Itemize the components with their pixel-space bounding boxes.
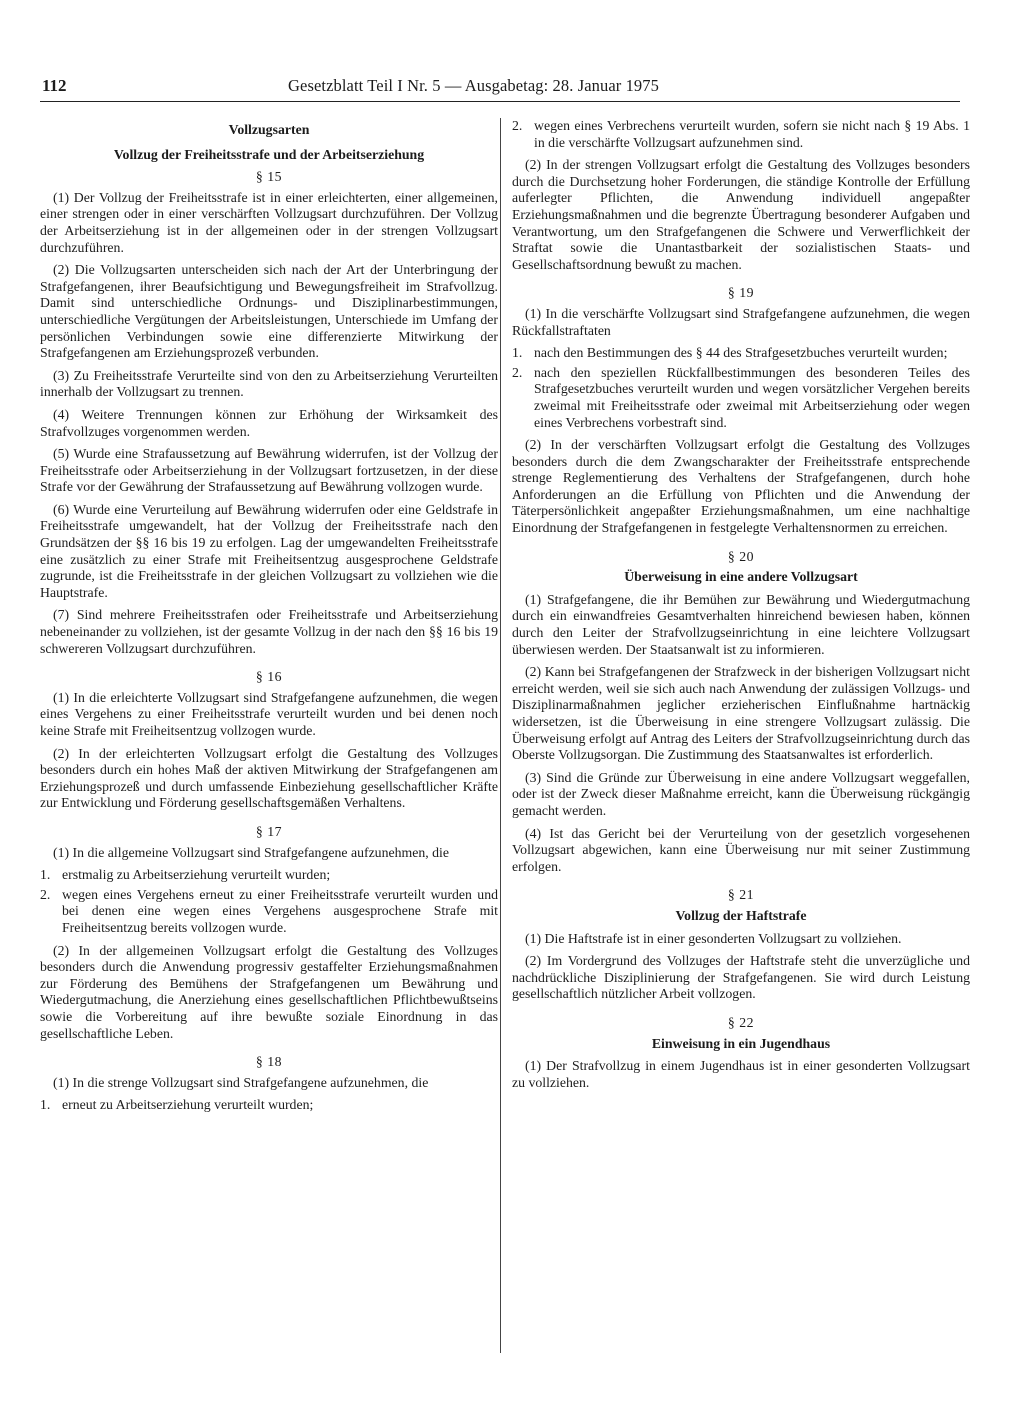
running-title: Gesetzblatt Teil I Nr. 5 — Ausgabetag: 28. Januar 1975 [288,76,659,95]
list-item [40,867,498,884]
s20-paragraph-2: (2) Kann bei Strafgefangenen der Strafzweck in der bisherigen Vollzugsart nicht erreicht werden, weil sie sich auch nach Anwendung der zulässigen Vollzugs- und Disziplinarmaßnahmen jeglicher erzieherischen Einflußnahme hartnäckig widersetzen, ist die Überweisung in eine strengere Vollzugsart zulässig. Die Überweisung erfolgt auf Antrag des Leiters der Strafvollzugseinrichtung durch das Oberste Vollzugsorgan. Die Zustimmung des Staatsanwaltes ist erforderlich. [512,664,970,763]
heading-jugendhaus: Einweisung in ein Jugendhaus [651,1035,831,1051]
s21-paragraph-2: (2) Im Vordergrund des Vollzuges der Haftstrafe steht die unverzügliche und nachdrückliche Disziplinierung der Strafgefangenen. Sie wird durch Leistung gesellschaftlich nützlicher Arbeit vollzogen. [512,953,970,1002]
list-item [512,365,970,431]
page-header [40,76,960,100]
s16-paragraph-2: (2) In der erleichterten Vollzugsart erfolgt die Gestaltung des Vollzuges besonders durch ein hohes Maß der aktiven Mitwirkung der Strafgefangenen am Erziehungsprozeß und durch umfassende Einbeziehung gesellschaftlicher Kräfte zur Entwicklung und Förderung gesellschaftsgemäßen Verhaltens. [40,745,498,811]
page-number: 112 [42,76,67,95]
column-divider [500,118,501,1353]
s22-paragraph-1: (1) Der Strafvollzug in einem Jugendhaus ist in einer gesonderten Vollzugsart zu vollziehen. [512,1058,970,1090]
section-15-title: § 15 [255,169,283,185]
s21-paragraph-1: (1) Die Haftstrafe ist in einer gesonderten Vollzugsart zu vollziehen. [525,930,902,946]
s15-paragraph-4: (4) Weitere Trennungen können zur Erhöhung der Wirksamkeit des Strafvollzuges vorgenommen werden. [40,406,498,439]
section-18-title: § 18 [255,1054,283,1070]
left-column [40,118,498,1358]
s19-list [512,345,970,431]
s17-paragraph-1: (1) In die allgemeine Vollzugsart sind Strafgefangene aufzunehmen, die [53,844,450,860]
s16-paragraph-1: (1) In die erleichterte Vollzugsart sind Strafgefangene aufzunehmen, die wegen eines Vergehens zu einer Freiheitsstrafe verurteilt wurden und bei denen noch keine Strafe mit Freiheitsentzug vollzogen wurde. [40,689,498,738]
s20-paragraph-4: (4) Ist das Gericht bei der Verurteilung von der gesetzlich vorgesehenen Vollzugsart abgewichen, kann eine Überweisung nur mit seiner Zustimmung erfolgen. [512,825,970,874]
heading-vollzug-freiheitsstrafe: Vollzug der Freiheitsstrafe und der Arbeitserziehung [113,146,425,162]
heading-haftstrafe: Vollzug der Haftstrafe [675,907,807,923]
heading-vollzugsarten: Vollzugsarten [228,122,310,137]
s20-paragraph-1: (1) Strafgefangene, die ihr Bemühen zur Bewährung und Wiedergutmachung durch ein einwandfreies Gesamtverhalten hinreichend bewiesen haben, können durch den Leiter der Strafvollzugseinrichtung in eine leichtere Vollzugsart überwiesen werden. Der Staatsanwalt ist zu informieren. [512,591,970,657]
s18-list-part2 [512,118,970,151]
s18-paragraph-2: (2) In der strengen Vollzugsart erfolgt die Gestaltung des Vollzuges besonders durch die Durchsetzung hoher Forderungen, die ständige Kontrolle der Erfüllung auferlegter Pflichten, die Anwendung individuell angepaßter Erziehungsmaßnahmen und die begrenzte Übertragung besonderer Aufgaben und Verantwortung, um den Strafgefangenen die Schwere und Verwerflichkeit der Straftat sowie die Unantastbarkeit der sozialistischen Staats- und Gesellschaftsordnung bewußt zu machen. [512,157,970,272]
heading-ueberweisung: Überweisung in eine andere Vollzugsart [624,569,858,585]
s19-paragraph-2: (2) In der verschärften Vollzugsart erfolgt die Gestaltung des Vollzuges besonders durch die dem Zwangscharakter der Freiheitsstrafe entsprechende strenge Reglementierung des Verhaltens der Strafgefangenen, durch hohe Anforderungen an die Erfüllung von Pflichten und die Anwendung der Täterpersönlichkeit angepaßter Erziehungsmaßnahmen, um eine nachhaltige Einordnung der Strafgefangenen in festgelegte Verhaltensnormen zu erreichen. [512,437,970,536]
header-rule [40,101,960,102]
s15-paragraph-2: (2) Die Vollzugsarten unterscheiden sich nach der Art der Unterbringung der Strafgefangenen, ihrer Beaufsichtigung und Bewegungsfreiheit im Strafvollzug. Damit sind unterschiedliche Ordnungs- und Disziplinarbestimmungen, unterschiedliche Vergütungen der Arbeitsleistungen, Unterschiede im Umfang der persönlichen Verbindungen sowie eine differenzierte Mitwirkung der Strafgefangenen am Erziehungsprozeß verbunden. [40,262,498,361]
s15-paragraph-1: (1) Der Vollzug der Freiheitsstrafe ist in einer erleichterten, einer allgemeinen, einer strengen oder in einer verschärften Vollzugsart durchzuführen. Der Vollzug der Arbeitserziehung ist in der allgemeinen oder in der strengen Vollzugsart durchzuführen. [40,189,498,255]
list-text: nach den Bestimmungen des § 44 des Strafgesetzbuches verurteilt wurden; [534,345,948,361]
list-text: wegen eines Verbrechens verurteilt wurden, sofern sie nicht nach § 19 Abs. 1 in die verschärfte Vollzugsart aufzunehmen sind. [534,118,970,150]
s19-paragraph-1: (1) In die verschärfte Vollzugsart sind Strafgefangene aufzunehmen, die wegen Rückfallstraftaten [512,305,970,338]
list-number: 2. [512,118,523,133]
section-16-title: § 16 [255,669,283,685]
s17-paragraph-2: (2) In der allgemeinen Vollzugsart erfolgt die Gestaltung des Vollzuges besonders durch die Anwendung progressiv gestaffelter Erziehungsmaßnahmen zur Förderung des Bemühens der Strafgefangenen um Bewährung und Wiedergutmachung, die Anerziehung eines gesellschaftlichen Pflichtbewußtseins sowie die Vorbereitung auf ihre bewußte soziale Einordnung in das gesellschaftliche Leben. [40,942,498,1041]
list-number: 1. [512,345,523,361]
s15-paragraph-3: (3) Zu Freiheitsstrafe Verurteilte sind von den zu Arbeitserziehung Verurteilten innerhalb der Vollzugsart zu trennen. [40,367,498,400]
s18-list-part1 [40,1097,498,1114]
list-item [512,345,970,362]
list-item [512,118,970,151]
list-text: wegen eines Vergehens erneut zu einer Freiheitsstrafe verurteilt wurden und bei denen eine wegen eines Vergehens ausgesprochene Strafe mit Freiheitsentzug bereits vollzogen wurde. [62,886,498,935]
list-number: 2. [40,886,51,902]
s17-list [40,867,498,936]
list-number: 1. [40,867,51,883]
s15-paragraph-7: (7) Sind mehrere Freiheitsstrafen oder Freiheitsstrafe und Arbeitserziehung nebeneinander zu vollziehen, ist der gesamte Vollzug in der nach den §§ 16 bis 19 schwereren Vollzugsart durchzuführen. [40,607,498,656]
s20-paragraph-3: (3) Sind die Gründe zur Überweisung in eine andere Vollzugsart weggefallen, oder ist der Zweck dieser Maßnahme erreicht, kann die Überweisung rückgängig gemacht werden. [512,769,970,818]
section-22-title: § 22 [727,1014,755,1030]
section-17-title: § 17 [255,823,283,839]
section-19-title: § 19 [727,285,755,301]
list-item [40,1097,498,1114]
section-20-title: § 20 [727,548,755,564]
section-21-title: § 21 [727,887,755,903]
list-item [40,887,498,937]
list-number: 2. [512,364,523,380]
list-text: nach den speziellen Rückfallbestimmungen des besonderen Teiles des Strafgesetzbuches verurteilt wurden und wegen vorsätzlicher Vergehen bereits zweimal mit Freiheitsstrafe oder zweimal mit Arbeitserziehung oder wegen eines Verbrechens vorbestraft sind. [534,364,970,430]
s15-paragraph-6: (6) Wurde eine Verurteilung auf Bewährung widerrufen oder eine Geldstrafe in Freiheitsstrafe umgewandelt, hat der Vollzug der Freiheitsstrafe nach den Grundsätzen der §§ 16 bis 19 zu erfolgen. Lag der umgewandelten Freiheitsstrafe eine zusätzlich zu einer Strafe mit Freiheitsentzug ausgesprochene Geldstrafe zugrunde, ist die Freiheitsstrafe in der gleichen Vollzugsart zu vollziehen wie die Hauptstrafe. [40,501,498,600]
list-text: erneut zu Arbeitserziehung verurteilt wurden; [62,1097,314,1113]
list-number: 1. [40,1097,51,1113]
right-column [512,118,970,1358]
s15-paragraph-5: (5) Wurde eine Strafaussetzung auf Bewährung widerrufen, ist der Vollzug der Freiheitsstrafe oder Arbeitserziehung in der Vollzugsart fortzusetzen, in der diese Strafe vor der Gewährung der Strafaussetzung auf Bewährung vollzogen wurde. [40,446,498,495]
s18-paragraph-1: (1) In die strenge Vollzugsart sind Strafgefangene aufzunehmen, die [53,1074,429,1090]
list-text: erstmalig zu Arbeitserziehung verurteilt wurden; [62,867,331,883]
